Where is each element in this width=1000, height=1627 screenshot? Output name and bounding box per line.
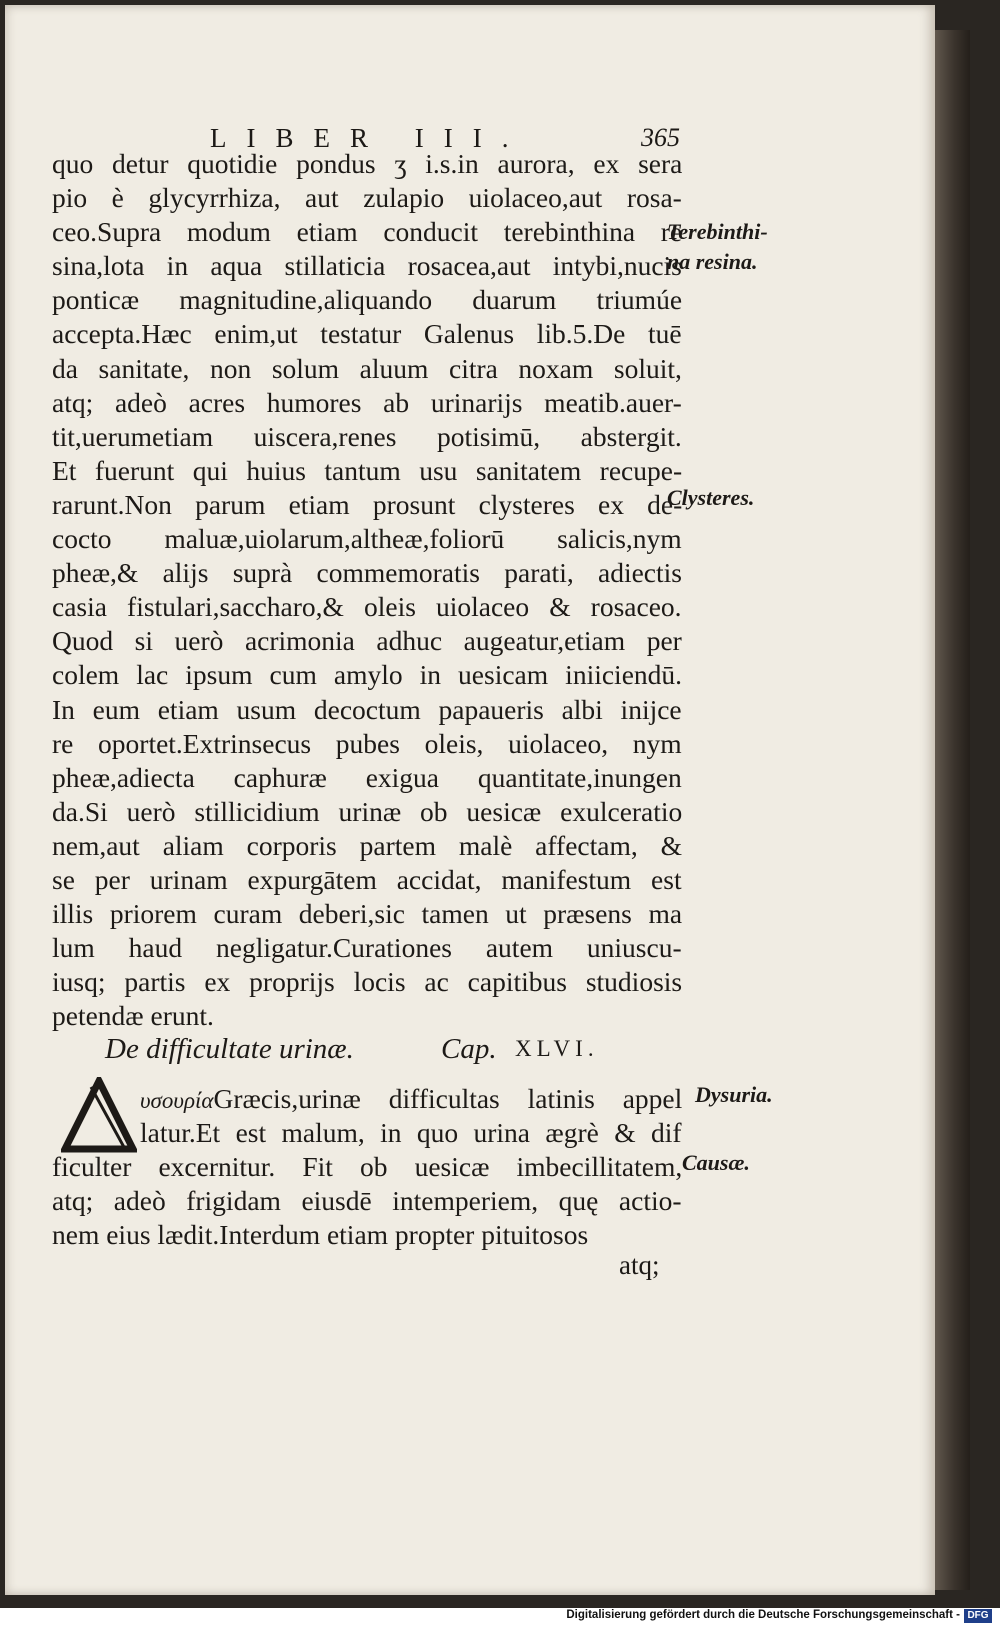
body-line <box>52 488 682 522</box>
body-line <box>52 283 682 317</box>
body-line-text: pheæ,& alijs suprà commemoratis parati, adiectis <box>52 557 682 589</box>
body-line <box>52 317 682 351</box>
marginal-line: Clysteres. <box>667 485 755 510</box>
body-line-text: pheæ,adiecta caphuræ exigua quantitate,inungen <box>52 761 682 793</box>
dfg-logo-icon: DFG <box>964 1609 992 1623</box>
chapter-label: Cap. <box>441 1033 497 1065</box>
body-line <box>52 454 682 488</box>
body-line-text: Et fuerunt qui huius tantum usu sanitatem recupe- <box>52 454 683 486</box>
body-line <box>52 249 682 283</box>
body-line-text: colem lac ipsum cum amylo in uesicam iniiciendū. <box>52 659 683 691</box>
body-line <box>52 215 682 249</box>
body-line-text: casia fistulari,saccharo,& oleis uiolaceo & rosaceo. <box>52 591 682 623</box>
chapter-line <box>52 1150 682 1184</box>
body-line-text: pio è glycyrrhiza, aut zulapio uiolaceo,aut rosa- <box>52 182 682 214</box>
body-line-text: rarunt.Non parum etiam prosunt clysteres ex de- <box>52 488 683 520</box>
chapter-title: De difficultate urinæ. <box>105 1033 354 1065</box>
body-line-text: re oportet.Extrinsecus pubes oleis, uiolaceo, nym <box>52 727 682 759</box>
body-line-text: tit,uerumetiam uiscera,renes potisimū, abstergit. <box>52 420 682 452</box>
body-line-text: lum haud negligatur.Curationes autem uniuscu- <box>52 932 682 964</box>
body-line <box>52 931 682 965</box>
body-line-text: petendæ erunt. <box>52 1000 214 1032</box>
chapter-line-text: atq; adeò frigidam eiusdē intemperiem, quę actio- <box>52 1185 682 1217</box>
body-line <box>52 761 682 795</box>
marginal-line: Dysuria. <box>695 1082 773 1107</box>
digitization-credit: Digitalisierung gefördert durch die Deutsche Forschungsgemeinschaft - <box>566 1609 960 1621</box>
chapter-line <box>52 1116 682 1150</box>
body-line <box>52 693 682 727</box>
chapter-line-text <box>140 1082 682 1116</box>
chapter-line-text: ficulter excernitur. Fit ob uesicæ imbecillitatem, <box>52 1151 683 1183</box>
body-line <box>52 420 682 454</box>
catchword: atq; <box>619 1250 660 1280</box>
chapter-line-text: latur.Et est malum, in quo urina ægrè & dif <box>140 1117 682 1149</box>
chapter-line <box>52 1184 682 1218</box>
body-line <box>52 795 682 829</box>
body-line-text: ceo.Supra modum etiam conducit terebinthina re <box>52 216 683 248</box>
body-line-text: da sanitate, non solum aluum citra noxam soluit, <box>52 352 682 384</box>
chapter-text <box>52 1082 682 1252</box>
page-edge-shadow <box>930 30 970 1590</box>
body-line <box>52 590 682 624</box>
body-line <box>52 965 682 999</box>
marginal-note-clysteres <box>667 485 754 511</box>
book-page <box>5 5 935 1595</box>
body-line-text: nem,aut aliam corporis partem malè affectam, & <box>52 829 682 861</box>
body-line <box>52 897 682 931</box>
body-line-text: cocto maluæ,uiolarum,altheæ,foliorū salicis,nym <box>52 523 682 555</box>
body-line <box>52 829 682 863</box>
body-line <box>52 658 682 692</box>
body-line-text: illis priorem curam deberi,sic tamen ut præsens ma <box>52 898 683 930</box>
body-line-text: iusq; partis ex proprijs locis ac capitibus studiosis <box>52 966 683 998</box>
greek-word: υσουρία <box>140 1088 214 1113</box>
chapter-line <box>52 1218 682 1252</box>
body-line <box>52 999 682 1033</box>
marginal-note-terebinthina <box>667 217 768 277</box>
body-line-text: accepta.Hæc enim,ut testatur Galenus lib.5.De tuē <box>52 318 682 350</box>
chapter-line <box>52 1082 682 1116</box>
chapter-heading <box>105 1033 625 1073</box>
marginal-line: na resina. <box>667 249 758 274</box>
running-head: LIBER III. <box>210 123 529 153</box>
body-line-text: sina,lota in aqua stillaticia rosacea,aut intybi,nucis <box>52 250 682 282</box>
body-line-text: da.Si uerò stillicidium urinæ ob uesicæ exulceratio <box>52 795 683 827</box>
body-line-text: se per urinam expurgātem accidat, manifestum est <box>52 863 682 895</box>
body-text <box>52 147 682 1033</box>
body-line-text: In eum etiam usum decoctum papaueris albi inijce <box>52 693 682 725</box>
body-line <box>52 863 682 897</box>
marginal-line: Causæ. <box>682 1150 750 1175</box>
body-line-text: quo detur quotidie pondus ʒ i.s.in aurora, ex sera <box>52 148 683 179</box>
body-line <box>52 522 682 556</box>
marginal-note-dysuria <box>695 1082 773 1108</box>
body-line-text: ponticæ magnitudine,aliquando duarum triumúe <box>52 284 683 316</box>
chapter-line-text: nem eius lædit.Interdum etiam propter pituitosos <box>52 1219 589 1251</box>
chapter-line-rest: Græcis,urinæ difficultas latinis appel <box>213 1083 683 1114</box>
body-line <box>52 181 682 215</box>
body-line-text: Quod si uerò acrimonia adhuc augeatur,etiam per <box>52 625 682 657</box>
page-number: 365 <box>641 123 680 152</box>
body-line <box>52 624 682 658</box>
chapter-number: XLVI. <box>515 1036 599 1061</box>
body-line <box>52 556 682 590</box>
body-line <box>52 352 682 386</box>
body-line <box>52 727 682 761</box>
body-line-text: atq; adeò acres humores ab urinarijs meatib.auer- <box>52 386 682 418</box>
marginal-note-causae <box>682 1150 750 1176</box>
body-line <box>52 147 682 181</box>
marginal-line: Terebinthi- <box>667 219 768 244</box>
body-line <box>52 386 682 420</box>
